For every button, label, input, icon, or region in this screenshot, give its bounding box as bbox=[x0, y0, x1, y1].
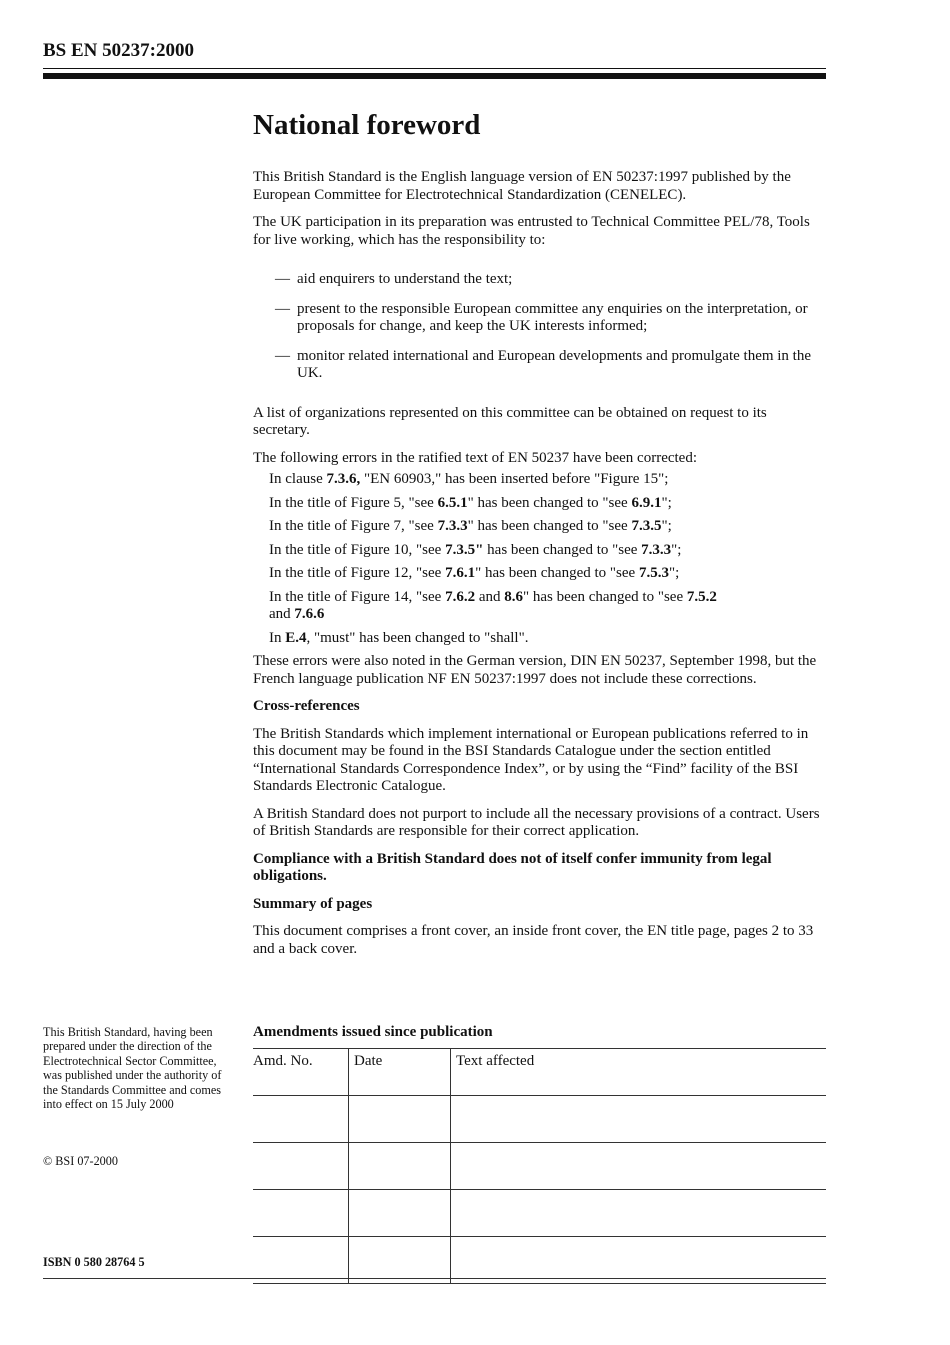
table-cell bbox=[349, 1237, 451, 1284]
list-item bbox=[253, 348, 827, 383]
isbn-number: ISBN 0 580 28764 5 bbox=[43, 1255, 145, 1269]
error-correction-6 bbox=[269, 589, 827, 624]
list-item-text: present to the responsible European committee any enquiries on the interpretation, or proposals for change, and keep the UK interests informed; bbox=[297, 300, 808, 334]
page-title: National foreword bbox=[253, 109, 481, 141]
error-text: "; bbox=[661, 494, 672, 511]
document-code: BS EN 50237:2000 bbox=[43, 40, 194, 61]
clause-ref: 7.3.5 bbox=[631, 518, 662, 534]
header-rule-thin bbox=[43, 68, 826, 69]
table-row bbox=[253, 1096, 826, 1143]
table-cell bbox=[253, 1096, 349, 1143]
table-cell bbox=[451, 1190, 827, 1237]
clause-ref: 7.6.2 bbox=[445, 588, 476, 605]
error-text: , "must" has been changed to "shall". bbox=[306, 629, 529, 646]
clause-ref: 8.6 bbox=[504, 588, 524, 605]
crossref-paragraph: The British Standards which implement international or European publications referred to in this document may be found in the BSI Standards Catalogue under the section entitled “International Standards Correspondence Index”, or by using the “Find” facility of the BSI Standards Electronic Catalogue. bbox=[253, 725, 809, 794]
error-text: "; bbox=[671, 541, 682, 558]
amendments-title: Amendments issued since publication bbox=[253, 1024, 493, 1040]
error-text: In the title of Figure 7, "see bbox=[269, 518, 438, 534]
error-text: and bbox=[475, 588, 505, 605]
list-item-text: aid enquirers to understand the text; bbox=[297, 271, 513, 287]
clause-ref: 7.3.3 bbox=[641, 541, 672, 558]
summary-heading: Summary of pages bbox=[253, 895, 373, 912]
table-cell bbox=[349, 1190, 451, 1237]
table-cell bbox=[253, 1143, 349, 1190]
table-cell bbox=[451, 1237, 827, 1284]
organizations-paragraph: A list of organizations represented on this committee can be obtained on request to its secretary. bbox=[253, 404, 767, 438]
clause-ref: 7.6.6 bbox=[294, 606, 325, 622]
error-correction-7 bbox=[269, 630, 827, 648]
table-header-row bbox=[253, 1049, 826, 1096]
error-text: and bbox=[269, 606, 295, 622]
table-cell bbox=[253, 1190, 349, 1237]
column-header-amd-no: Amd. No. bbox=[253, 1049, 349, 1096]
error-correction-4 bbox=[269, 542, 827, 560]
list-item-text: monitor related international and European developments and promulgate them in the UK. bbox=[297, 347, 812, 381]
error-text: In the title of Figure 10, "see bbox=[269, 541, 446, 558]
clause-ref: 6.5.1 bbox=[437, 494, 468, 511]
clause-ref: 7.6.1 bbox=[445, 565, 476, 581]
footer-rule bbox=[43, 1278, 826, 1279]
error-text: "; bbox=[668, 565, 680, 581]
table-cell bbox=[253, 1237, 349, 1284]
clause-ref: E.4 bbox=[285, 629, 307, 646]
error-correction-5 bbox=[269, 565, 827, 583]
column-header-date: Date bbox=[349, 1049, 451, 1096]
error-text: In the title of Figure 5, "see bbox=[269, 494, 438, 511]
error-text: In bbox=[269, 629, 286, 646]
clause-ref: 7.3.3 bbox=[437, 518, 468, 534]
error-text: In clause bbox=[269, 471, 327, 487]
table-row bbox=[253, 1190, 826, 1237]
dash-marker: — bbox=[275, 300, 290, 317]
error-text: "EN 60903," has been inserted before "Figure 15"; bbox=[360, 471, 669, 487]
error-text: " has been changed to "see bbox=[467, 518, 632, 534]
errors-note: These errors were also noted in the German version, DIN EN 50237, September 1998, but the French language publication NF EN 50237:1997 does not include these corrections. bbox=[253, 653, 817, 687]
compliance-statement: Compliance with a British Standard does not of itself confer immunity from legal obligations. bbox=[253, 850, 772, 884]
dash-marker: — bbox=[275, 347, 290, 364]
error-text: " has been changed to "see bbox=[475, 565, 639, 581]
table-row bbox=[253, 1237, 826, 1284]
error-text: In the title of Figure 12, "see bbox=[269, 565, 446, 581]
error-correction-3 bbox=[269, 518, 827, 536]
error-text: has been changed to "see bbox=[483, 541, 642, 558]
intro-paragraph-1: This British Standard is the English language version of EN 50237:1997 published by the European Committee for Electrotechnical Standardization (CENELEC). bbox=[253, 169, 791, 203]
error-text: " has been changed to "see bbox=[523, 588, 687, 605]
intro-paragraph-2: The UK participation in its preparation was entrusted to Technical Committee PEL/78, Tools for live working, which has the responsibility to: bbox=[253, 214, 810, 248]
error-text: " has been changed to "see bbox=[467, 494, 632, 511]
error-correction-2 bbox=[269, 495, 827, 513]
clause-ref: 7.5.3 bbox=[638, 565, 669, 581]
copyright-notice: © BSI 07-2000 bbox=[43, 1154, 118, 1168]
amendments-table bbox=[253, 1048, 826, 1284]
clause-ref: 7.3.5" bbox=[445, 541, 484, 558]
error-correction-1 bbox=[269, 471, 827, 489]
header-rule-thick bbox=[43, 73, 826, 79]
dash-marker: — bbox=[275, 271, 290, 287]
list-item bbox=[253, 301, 827, 336]
column-header-text-affected: Text affected bbox=[451, 1049, 827, 1096]
table-cell bbox=[451, 1143, 827, 1190]
table-cell bbox=[451, 1096, 827, 1143]
list-item bbox=[253, 271, 827, 289]
crossref-heading: Cross-references bbox=[253, 698, 360, 714]
error-text: In the title of Figure 14, "see bbox=[269, 588, 446, 605]
clause-ref: 7.3.6, bbox=[326, 471, 361, 487]
summary-paragraph: This document comprises a front cover, an inside front cover, the EN title page, pages 2 to 33 and a back cover. bbox=[253, 923, 814, 957]
errors-intro: The following errors in the ratified text of EN 50237 have been corrected: bbox=[253, 449, 698, 466]
table-row bbox=[253, 1143, 826, 1190]
table-cell bbox=[349, 1143, 451, 1190]
publication-note: This British Standard, having been prepared under the direction of the Electrotechnical Sector Committee, was published under the authority of the Standards Committee and comes into effect on 15 July 2000 bbox=[43, 1025, 222, 1112]
clause-ref: 6.9.1 bbox=[631, 494, 662, 511]
table-cell bbox=[349, 1096, 451, 1143]
clause-ref: 7.5.2 bbox=[686, 588, 717, 605]
main-content bbox=[253, 108, 827, 968]
contract-paragraph: A British Standard does not purport to include all the necessary provisions of a contract. Users of British Standards are responsible for their correct application. bbox=[253, 805, 820, 839]
error-text: "; bbox=[661, 518, 672, 534]
responsibility-list bbox=[253, 271, 827, 383]
